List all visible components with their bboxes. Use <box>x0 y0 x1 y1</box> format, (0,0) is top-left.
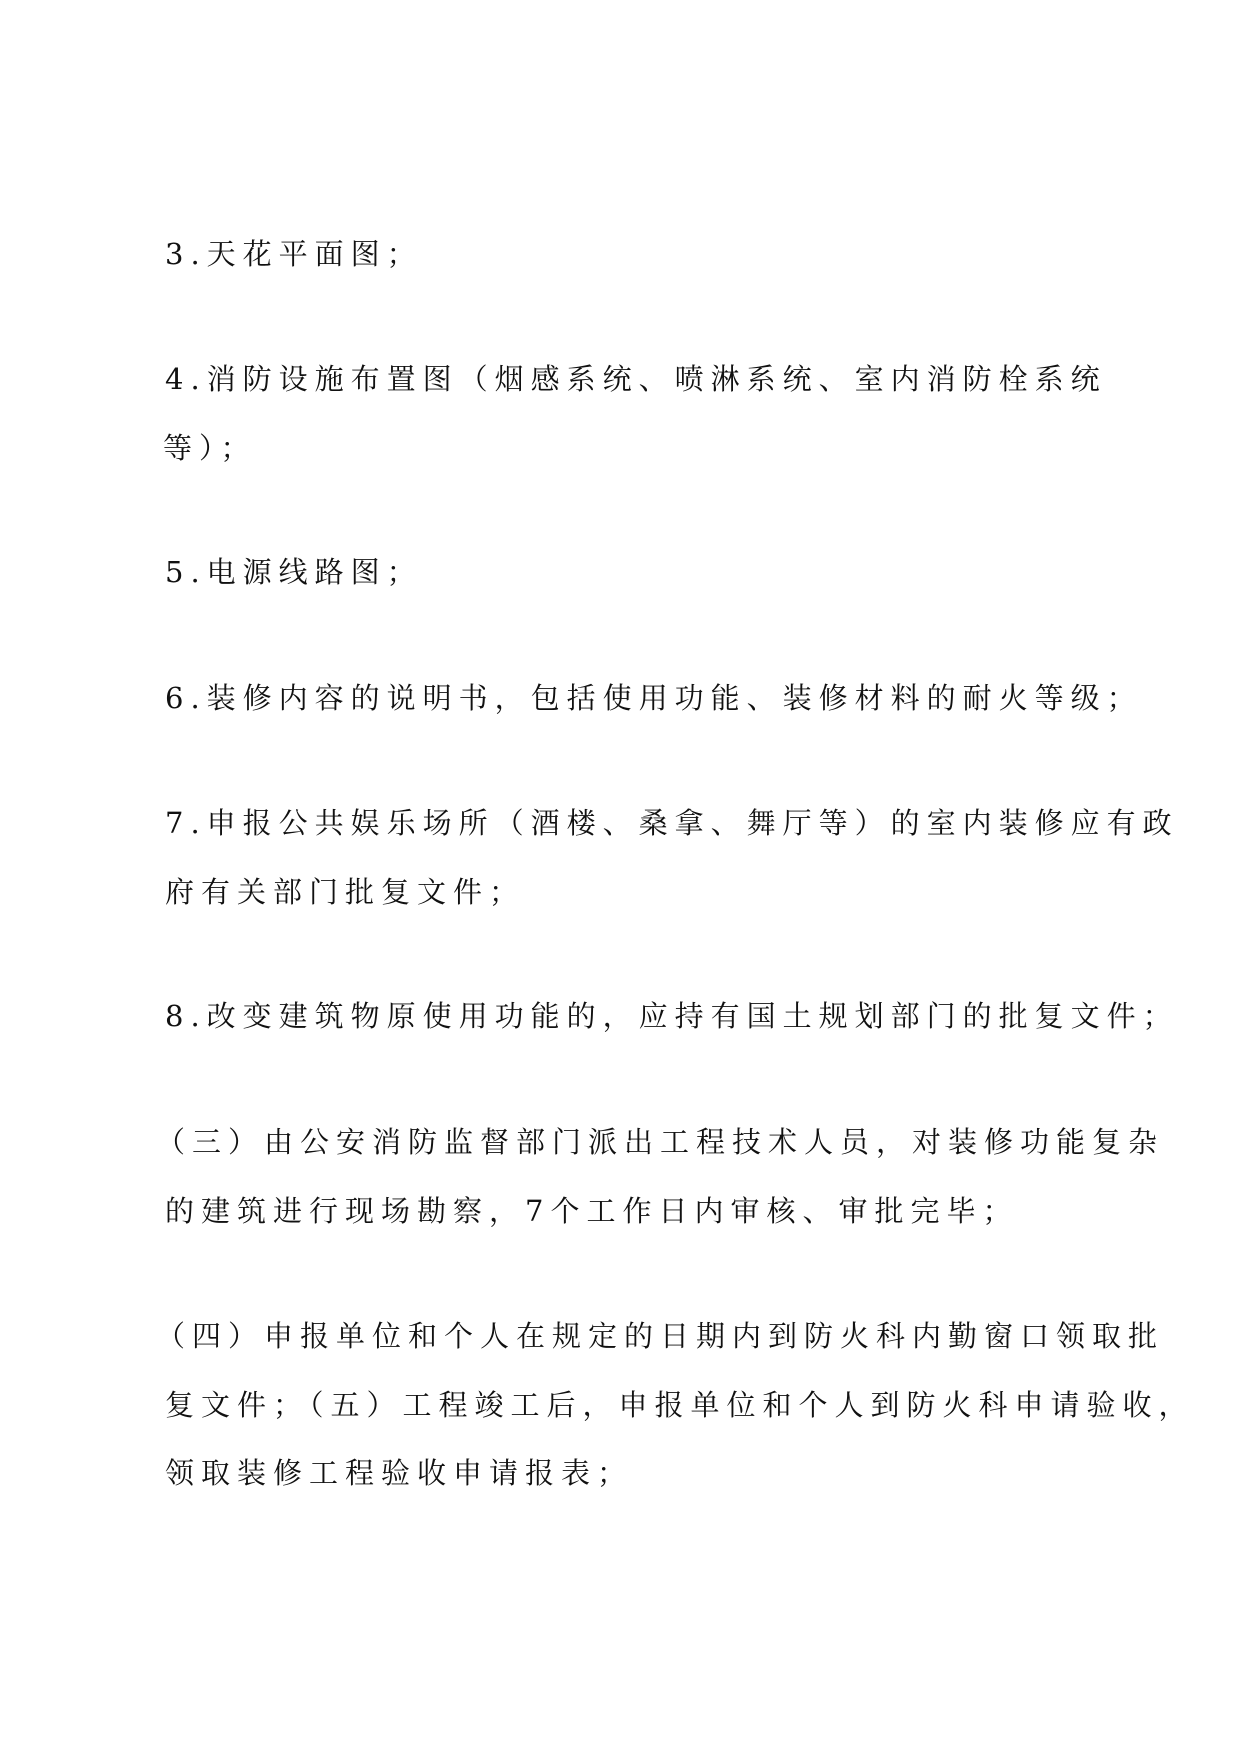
section-4-line-2: 复文件；（五）工程竣工后，申报单位和个人到防火科申请验收， <box>165 1388 1195 1422</box>
item-6-line-1: 6.装修内容的说明书，包括使用功能、装修材料的耐火等级； <box>165 681 1143 715</box>
section-3-line-1: （三）由公安消防监督部门派出工程技术人员，对装修功能复杂 <box>156 1125 1165 1159</box>
item-7-line-2: 府有关部门批复文件； <box>165 875 526 909</box>
item-5-line-1: 5.电源线路图； <box>165 555 423 589</box>
item-3-line-1: 3.天花平面图； <box>165 237 423 271</box>
item-4-line-1: 4.消防设施布置图（烟感系统、喷淋系统、室内消防栓系统 <box>165 362 1107 396</box>
item-8-line-1: 8.改变建筑物原使用功能的，应持有国土规划部门的批复文件； <box>165 999 1179 1033</box>
section-4-line-1: （四）申报单位和个人在规定的日期内到防火科内勤窗口领取批 <box>156 1319 1165 1353</box>
item-4-line-2: 等）； <box>163 431 257 465</box>
section-4-line-3: 领取装修工程验收申请报表； <box>165 1456 634 1490</box>
section-3-line-2: 的建筑进行现场勘察，7个工作日内审核、审批完毕； <box>165 1194 1019 1228</box>
item-7-line-1: 7.申报公共娱乐场所（酒楼、桑拿、舞厅等）的室内装修应有政 <box>165 806 1179 840</box>
